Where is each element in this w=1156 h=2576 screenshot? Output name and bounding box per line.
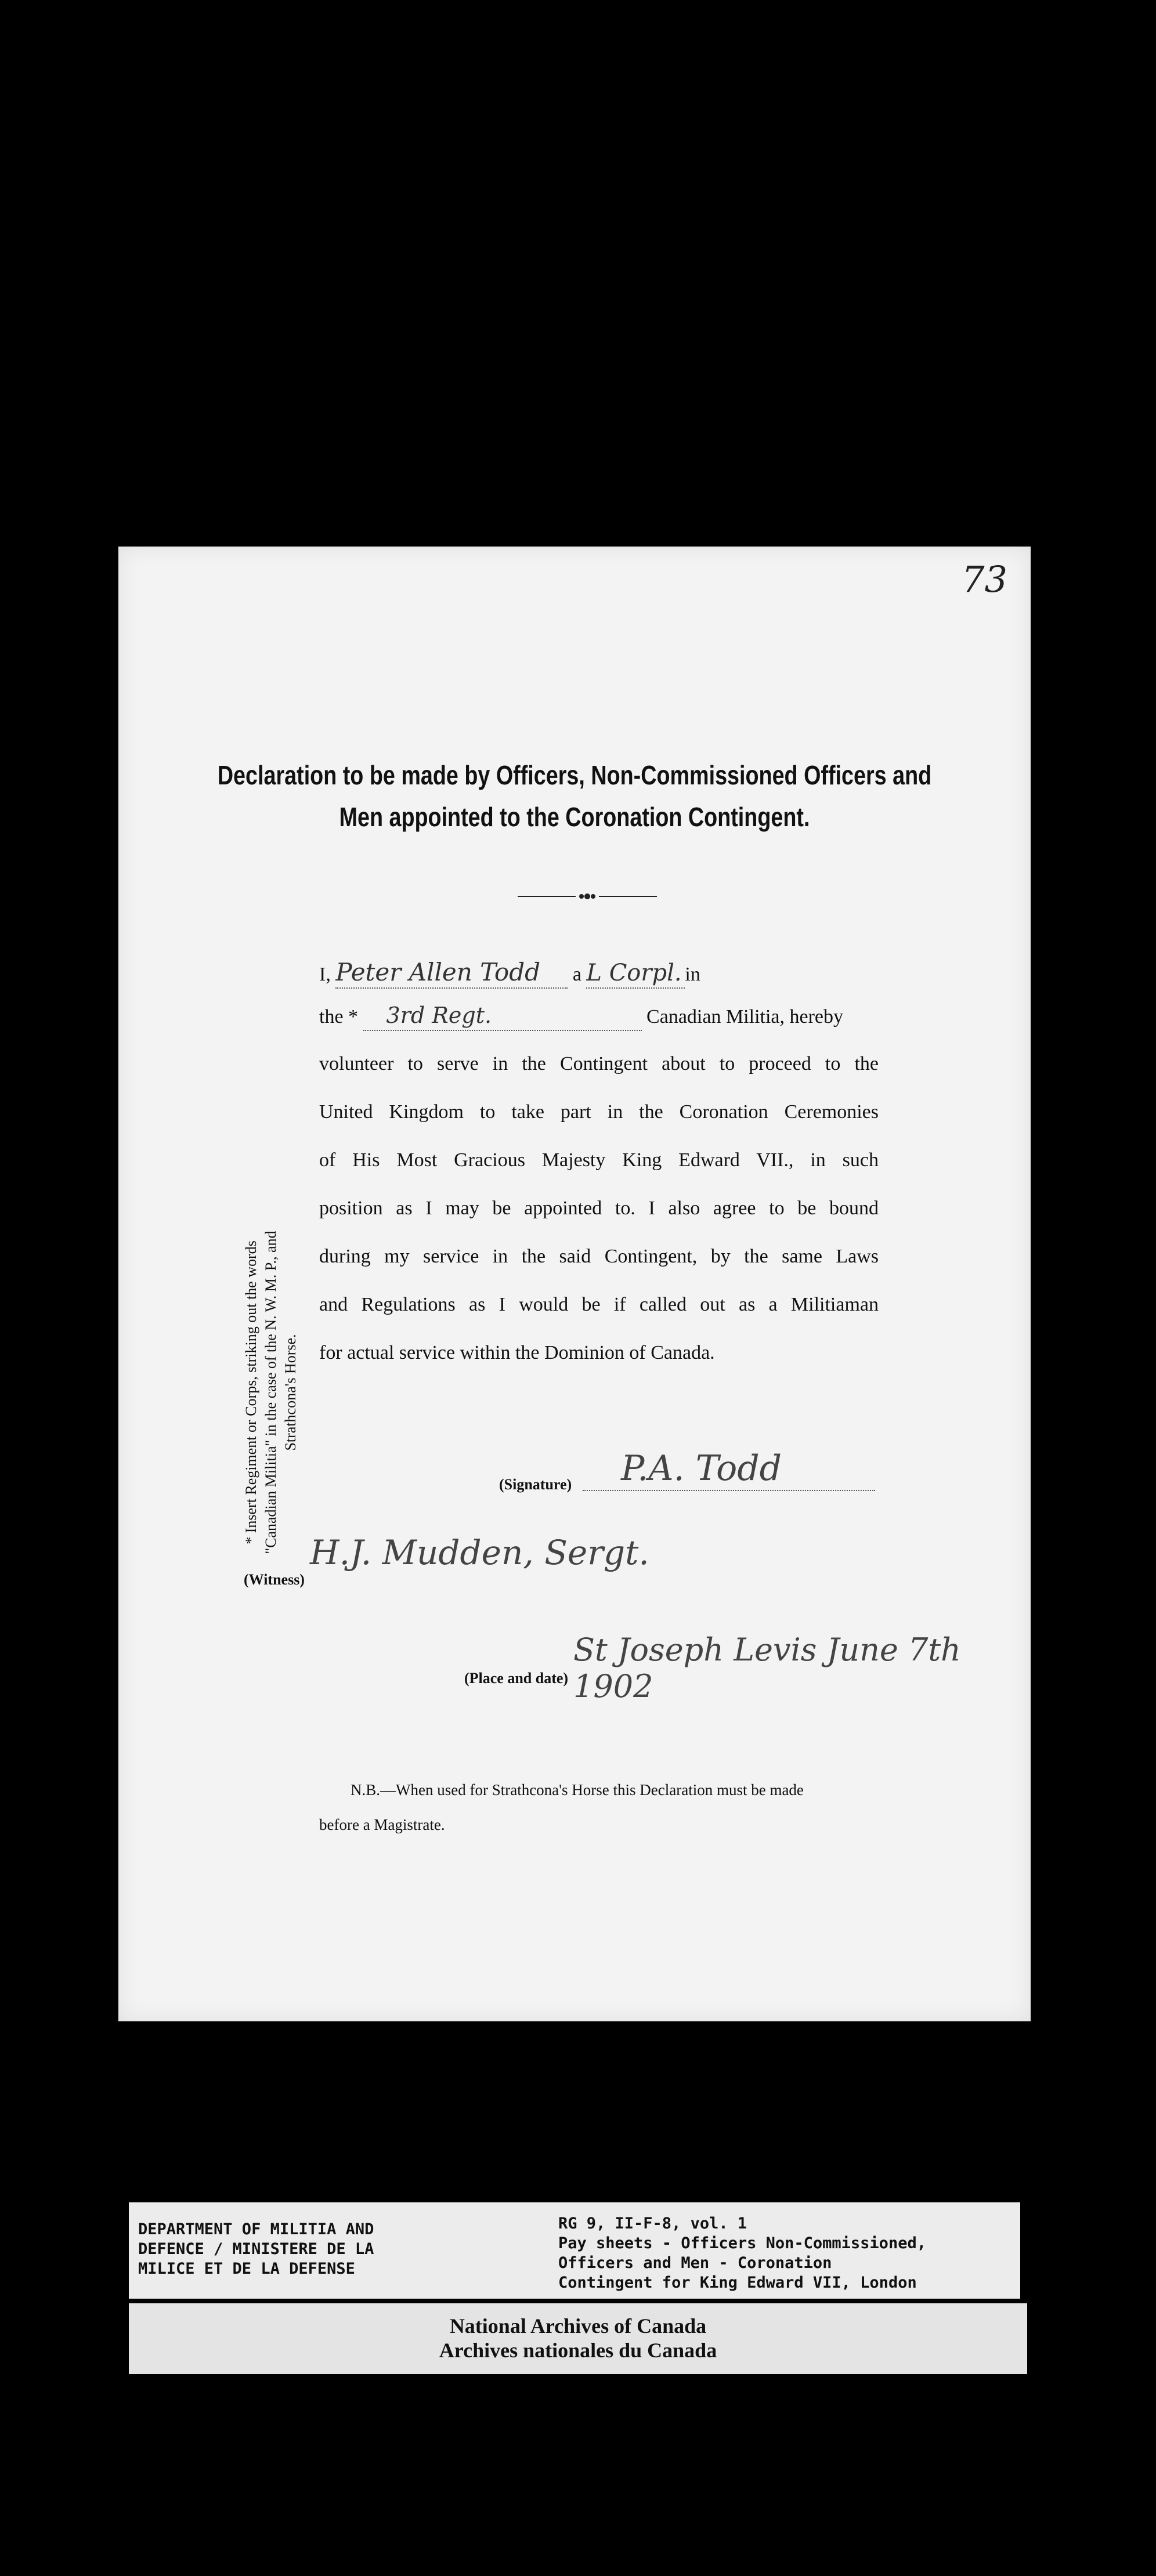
ornament-divider [518,893,657,899]
body-line-9: for actual service within the Dominion of Canada. [319,1342,715,1363]
declarant-name: Peter Allen Todd [335,958,540,986]
witness-label: (Witness) [244,1571,305,1588]
side-note-line1: * Insert Regiment or Corps, striking out the words [243,1240,259,1544]
body-line-2 [319,1003,879,1031]
militia-text: Canadian Militia, hereby [646,1006,844,1027]
archive-reference-label [129,2202,1020,2299]
document-page [118,547,1031,2021]
body-line-8: and Regulations as I would be if called out as a Militiaman [319,1294,879,1315]
declaration-title-line2: Men appointed to the Coronation Contingent. [339,802,810,832]
word-the: the * [319,1006,359,1027]
archive-name-en: National Archives of Canada [449,2314,707,2338]
archive-name-label [129,2303,1027,2374]
place-date-handwriting: St Joseph Levis June 7th 1902 [573,1631,961,1705]
word-in: in [685,964,700,985]
body-line-7: during my service in the said Contingent, by the same Laws [319,1246,879,1267]
signature-line [583,1490,875,1491]
signature-handwriting: P.A. Todd [621,1448,782,1489]
record-group-reference: RG 9, II-F-8, vol. 1 Pay sheets - Officers Non-Commissioned, Officers and Men - Coronation Contingent for King Edward VII, London [558,2215,926,2292]
article-a: a [572,964,581,985]
nb-line2: before a Magistrate. [319,1816,445,1833]
regiment-name: 3rd Regt. [386,1003,492,1028]
declarant-rank: L Corpl. [586,960,682,986]
witness-handwriting: H.J. Mudden, Sergt. [310,1533,649,1572]
department-name: DEPARTMENT OF MILITIA AND DEFENCE / MINISTERE DE LA MILICE ET DE LA DEFENSE [138,2220,374,2278]
nb-line1: N.B.—When used for Strathcona's Horse this Declaration must be made [351,1781,804,1799]
signature-label: (Signature) [499,1476,572,1493]
side-note-line3: Strathcona's Horse. [282,1334,299,1451]
side-note-line2: "Canadian Militia" in the case of the N. W. M. P., and [262,1231,279,1554]
archive-name-fr: Archives nationales du Canada [439,2339,717,2362]
body-line-6: position as I may be appointed to. I also agree to be bound [319,1197,879,1219]
intro-i: I, [319,964,331,985]
body-line-3: volunteer to serve in the Contingent about to proceed to the [319,1053,879,1074]
body-line-5: of His Most Gracious Majesty King Edward VII., in such [319,1149,879,1171]
body-line-4: United Kingdom to take part in the Coronation Ceremonies [319,1101,879,1123]
body-line-1 [319,960,879,989]
side-note [241,1189,299,1595]
place-date-label: (Place and date) [464,1670,569,1687]
page-number: 73 [962,558,1007,600]
declaration-title-line1: Declaration to be made by Officers, Non-Commissioned Officers and [217,760,932,790]
